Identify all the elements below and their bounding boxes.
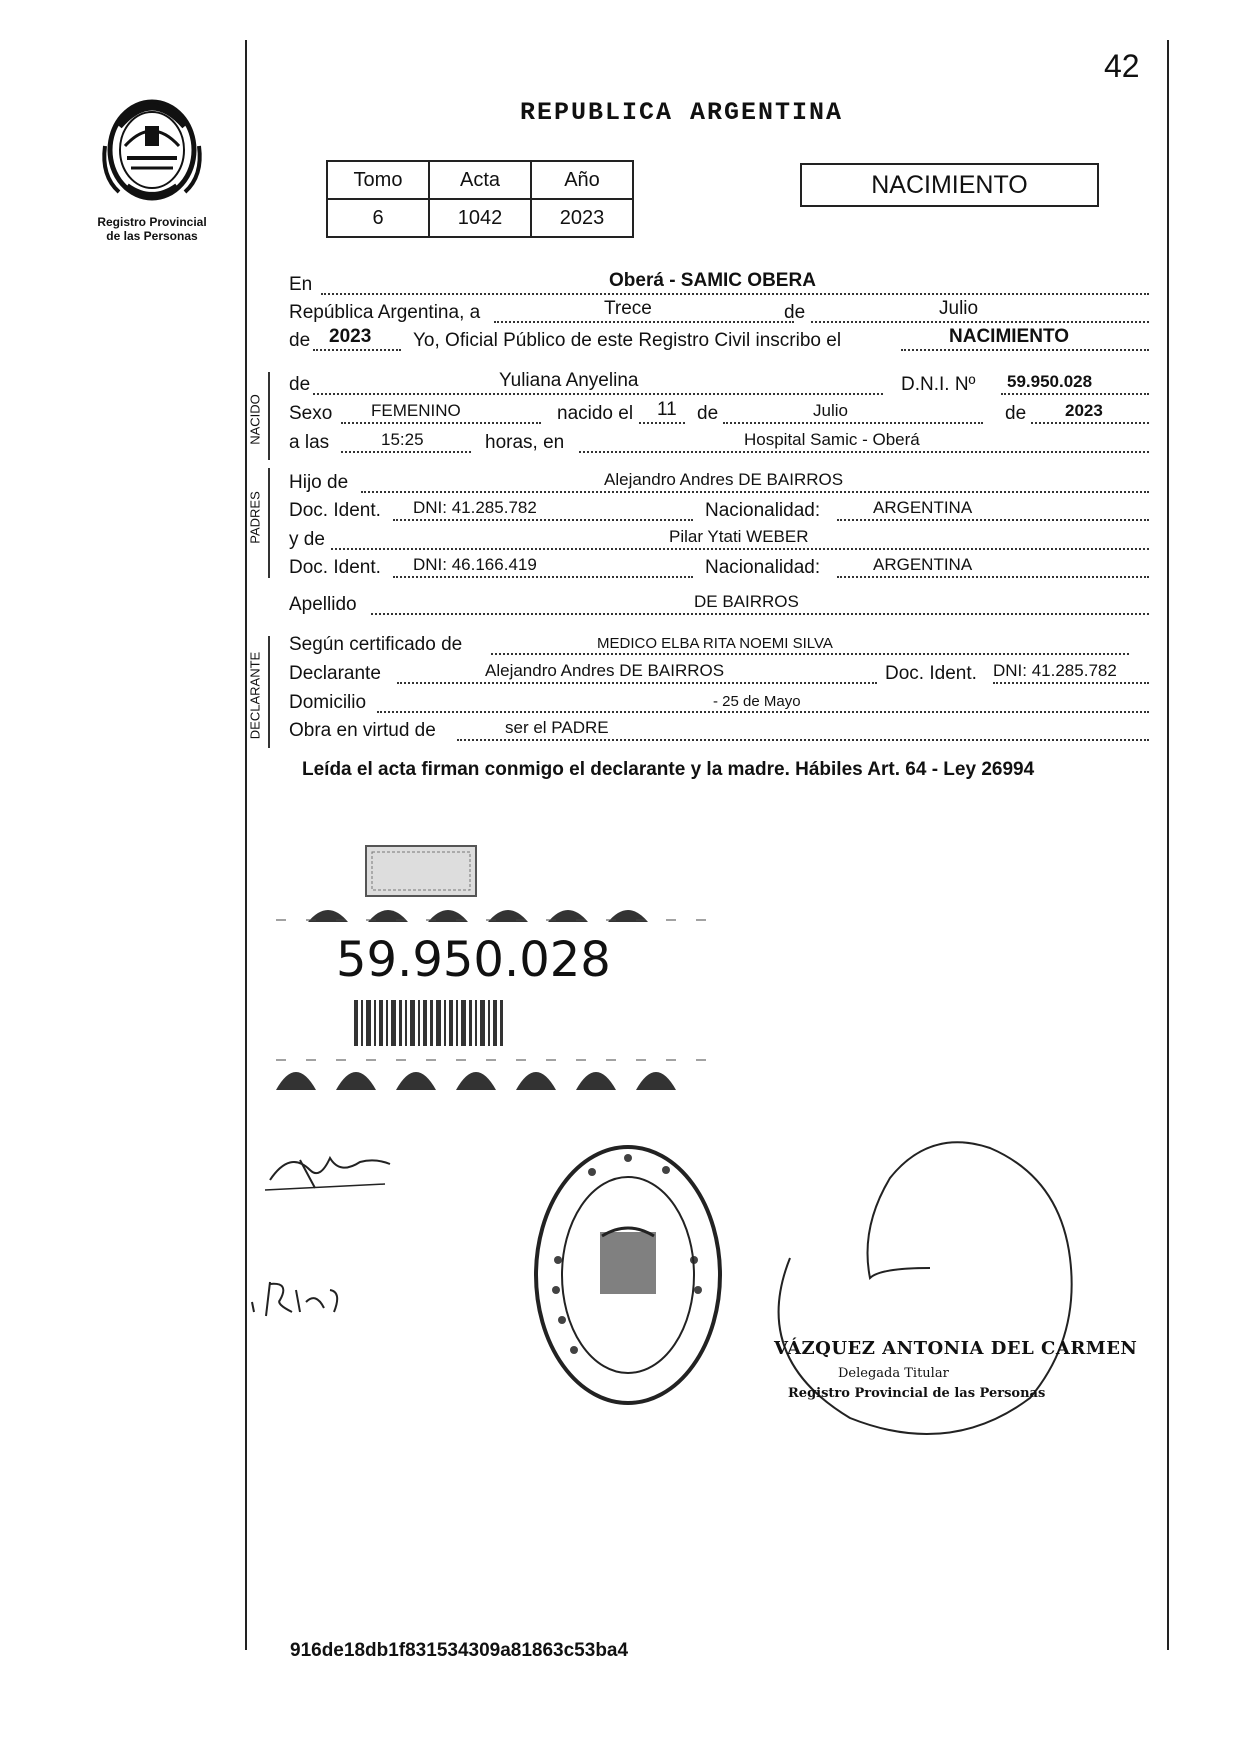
dotted-line <box>1001 393 1149 395</box>
dotted-line <box>313 349 401 351</box>
field-value: DNI: 41.285.782 <box>993 661 1117 680</box>
shield-icon <box>97 86 207 206</box>
dotted-line <box>393 576 693 578</box>
seal-stamp-icon <box>528 1140 728 1410</box>
section-bracket-nacido <box>268 372 270 460</box>
field-value: MEDICO ELBA RITA NOEMI SILVA <box>597 635 833 652</box>
field-value: Alejandro Andres DE BAIRROS <box>485 661 725 680</box>
field-label: de <box>289 374 311 395</box>
field-label: Doc. Ident. <box>289 557 381 578</box>
table-cell: 2023 <box>531 199 633 237</box>
dotted-line <box>837 576 1149 578</box>
field-label: Sexo <box>289 403 333 424</box>
right-margin-line <box>1167 40 1169 1650</box>
table-cell: 1042 <box>429 199 531 237</box>
dotted-line <box>371 613 1149 615</box>
province-emblem <box>84 86 220 243</box>
emblem-caption <box>84 215 220 243</box>
field-value: 15:25 <box>381 430 424 449</box>
official-org: Registro Provincial de las Personas <box>788 1386 1046 1401</box>
table-header-row <box>327 161 633 199</box>
field-label: D.N.I. Nº <box>901 374 976 395</box>
field-value: Julio <box>939 298 979 319</box>
field-value: FEMENINO <box>371 401 461 420</box>
field-label: de <box>289 330 311 351</box>
dotted-line <box>901 349 1149 351</box>
field-value: Hospital Samic - Oberá <box>744 430 920 449</box>
form-row-certificado <box>289 632 1149 660</box>
field-value: Julio <box>813 401 848 420</box>
field-value: ser el PADRE <box>505 718 609 737</box>
field-value: ARGENTINA <box>873 498 973 517</box>
dotted-line <box>723 422 983 424</box>
dotted-line <box>579 451 1149 453</box>
form-row-nombre <box>289 372 1149 400</box>
dotted-line <box>331 548 1149 550</box>
field-value: 2023 <box>329 326 372 347</box>
dotted-line <box>811 321 1149 323</box>
field-value: Oberá - SAMIC OBERA <box>609 270 816 291</box>
table-header-cell: Tomo <box>327 161 429 199</box>
dotted-line <box>377 711 1149 713</box>
field-label: Domicilio <box>289 692 367 713</box>
form-row-en <box>289 272 1149 300</box>
field-value: Yuliana Anyelina <box>499 370 639 391</box>
document-hash: 916de18db1f831534309a81863c53ba4 <box>290 1640 629 1661</box>
form-row-padre <box>289 470 1149 498</box>
sticker-number: 59.950.028 <box>336 932 611 988</box>
table-header-cell: Acta <box>429 161 531 199</box>
field-value: 11 <box>657 399 677 420</box>
field-label: Hijo de <box>289 472 349 493</box>
table-cell: 6 <box>327 199 429 237</box>
form-row-domicilio <box>289 690 1149 718</box>
field-value: Pilar Ytati WEBER <box>669 527 809 546</box>
dotted-line <box>361 491 1149 493</box>
field-value: - 25 de Mayo <box>713 693 801 710</box>
registry-table <box>326 160 634 238</box>
signature-icon <box>730 1118 1090 1458</box>
dotted-line <box>993 682 1149 684</box>
emblem-caption-line2: de las Personas <box>106 229 198 243</box>
dotted-line <box>494 321 794 323</box>
form-row-apellido <box>289 592 1149 620</box>
form-row-madre <box>289 527 1149 555</box>
form-row-obra <box>289 718 1149 746</box>
dotted-line <box>1031 422 1149 424</box>
field-value: DNI: 41.285.782 <box>413 498 537 517</box>
dotted-line <box>313 393 883 395</box>
page-number: 42 <box>1104 48 1140 84</box>
dotted-line <box>491 653 1129 655</box>
section-bracket-padres <box>268 468 270 578</box>
official-title: Delegada Titular <box>838 1366 949 1381</box>
field-label: Doc. Ident. <box>885 663 977 684</box>
table-header-cell: Año <box>531 161 633 199</box>
closing-note: Leída el acta firman conmigo el declarante y la madre. Hábiles Art. 64 - Ley 26994 <box>302 759 1035 780</box>
field-label: En <box>289 274 313 295</box>
dotted-line <box>321 293 1149 295</box>
field-label: Declarante <box>289 663 381 684</box>
field-value: DNI: 46.166.419 <box>413 555 537 574</box>
section-bracket-declarante <box>268 636 270 748</box>
form-row-padre-doc <box>289 498 1149 526</box>
field-label: nacido el <box>557 403 634 424</box>
field-label: horas, en <box>485 432 565 453</box>
form-row-hora <box>289 430 1149 458</box>
field-value: DE BAIRROS <box>694 592 799 611</box>
field-value: 59.950.028 <box>1007 372 1093 391</box>
emblem-caption-line1: Registro Provincial <box>97 215 207 229</box>
dotted-line <box>341 451 471 453</box>
field-value: 2023 <box>1065 401 1103 420</box>
field-label: Nacionalidad: <box>705 557 821 578</box>
dotted-line <box>341 422 541 424</box>
field-label: Nacionalidad: <box>705 500 821 521</box>
field-value: ARGENTINA <box>873 555 973 574</box>
form-row-inscribo <box>289 328 1149 356</box>
field-label: Obra en virtud de <box>289 720 436 741</box>
dotted-line <box>837 519 1149 521</box>
field-label: Yo, Oficial Público de este Registro Civil inscribo el <box>413 330 842 351</box>
field-label: de <box>697 403 719 424</box>
table-row <box>327 199 633 237</box>
form-row-madre-doc <box>289 555 1149 583</box>
form-row-sexo <box>289 401 1149 429</box>
field-label: de <box>784 302 806 323</box>
field-label: República Argentina, a <box>289 302 481 323</box>
field-value: NACIMIENTO <box>949 326 1069 347</box>
form-row-declarante <box>289 661 1149 689</box>
field-value: Trece <box>604 298 652 319</box>
official-name: VÁZQUEZ ANTONIA DEL CARMEN <box>774 1338 1138 1359</box>
form-row-fecha <box>289 300 1149 328</box>
document-title: REPUBLICA ARGENTINA <box>520 98 844 127</box>
field-label: y de <box>289 529 325 550</box>
field-label: Apellido <box>289 594 357 615</box>
signature-icon <box>260 1140 400 1200</box>
record-type-box: NACIMIENTO <box>800 163 1099 207</box>
dotted-line <box>393 519 693 521</box>
dotted-line <box>397 682 877 684</box>
field-label: de <box>1005 403 1027 424</box>
dotted-line <box>639 422 685 424</box>
field-label: Según certificado de <box>289 634 463 655</box>
signature-icon <box>246 1272 356 1322</box>
left-margin-line <box>245 40 247 1650</box>
dotted-line <box>457 739 1149 741</box>
field-value: Alejandro Andres DE BAIRROS <box>604 470 844 489</box>
field-label: Doc. Ident. <box>289 500 381 521</box>
field-label: a las <box>289 432 330 453</box>
